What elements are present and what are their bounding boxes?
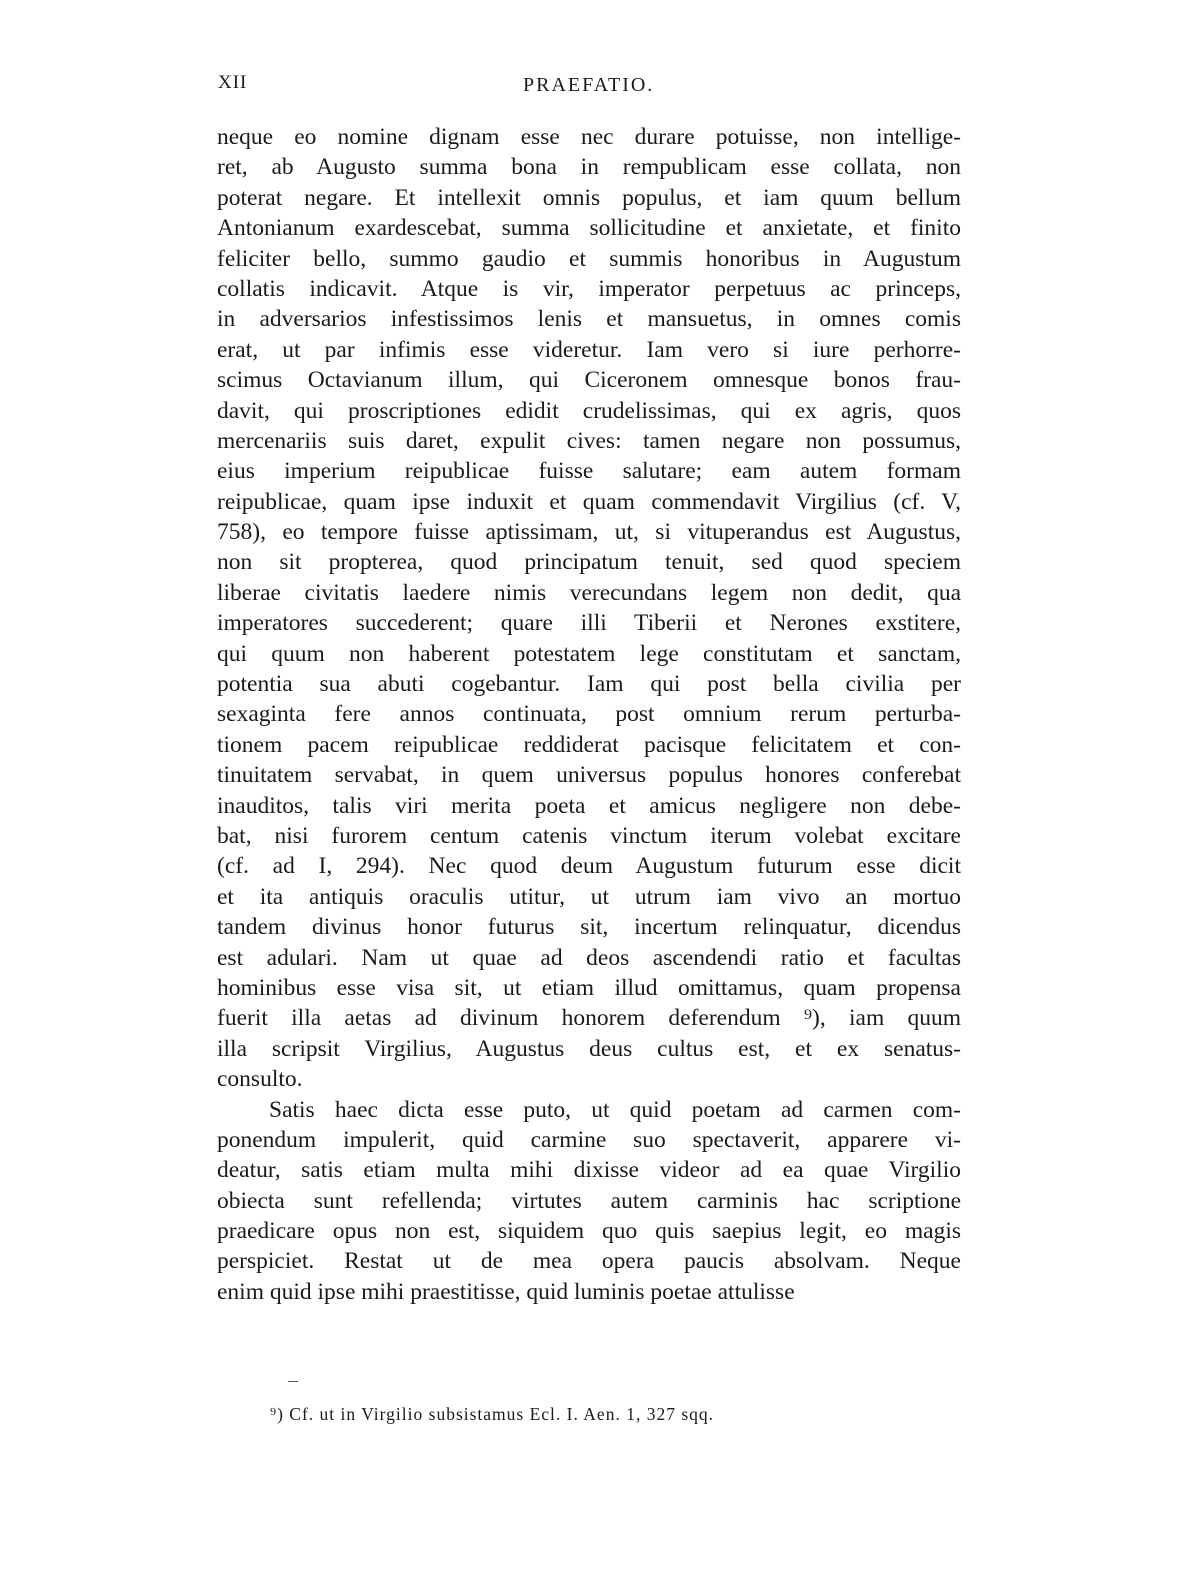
text-line: (cf. ad I, 294). Nec quod deum Augustum futurum esse dicit [217, 853, 961, 880]
text-line: illa scripsit Virgilius, Augustus deus cultus est, et ex senatus- [217, 1035, 961, 1062]
text-line: eius imperium reipublicae fuisse salutare; eam autem formam [217, 458, 961, 485]
text-line: et ita antiquis oraculis utitur, ut utrum iam vivo an mortuo [217, 883, 961, 910]
text-line: praedicare opus non est, siquidem quo quis saepius legit, eo magis [217, 1218, 961, 1245]
text-line: feliciter bello, summo gaudio et summis honoribus in Augustum [217, 245, 961, 272]
text-line: ret, ab Augusto summa bona in rempublicam esse collata, non [217, 154, 961, 181]
text-line: sexaginta fere annos continuata, post omnium rerum perturba- [217, 701, 961, 728]
text-line: obiecta sunt refellenda; virtutes autem carminis hac scriptione [217, 1187, 961, 1214]
footnote: ⁹) Cf. ut in Virgilio subsistamus Ecl. I. Aen. 1, 327 sqq. [270, 1404, 714, 1424]
text-line: 758), eo tempore fuisse aptissimam, ut, si vituperandus est Augustus, [217, 519, 961, 546]
text-line: imperatores succederent; quare illi Tiberii et Nerones exstitere, [217, 610, 961, 637]
text-line: Antonianum exardescebat, summa sollicitudine et anxietate, et finito [217, 215, 961, 242]
text-line: in adversarios infestissimos lenis et mansuetus, in omnes comis [217, 306, 961, 333]
text-line: Satis haec dicta esse puto, ut quid poetam ad carmen com- [269, 1096, 961, 1123]
text-line: inauditos, talis viri merita poeta et amicus negligere non debe- [217, 792, 961, 819]
footnote-divider [288, 1381, 298, 1382]
text-line: davit, qui proscriptiones edidit crudelissimas, qui ex agris, quos [217, 397, 961, 424]
text-line: fuerit illa aetas ad divinum honorem deferendum ⁹), iam quum [217, 1005, 961, 1032]
text-line: neque eo nomine dignam esse nec durare potuisse, non intellige- [217, 124, 961, 150]
body-text [217, 122, 961, 1307]
text-line: bat, nisi furorem centum catenis vinctum iterum volebat excitare [217, 822, 961, 849]
text-line: est adulari. Nam ut quae ad deos ascendendi ratio et facultas [217, 944, 961, 971]
text-line: consulto. [217, 1066, 303, 1093]
text-line: reipublicae, quam ipse induxit et quam commendavit Virgilius (cf. V, [217, 488, 961, 515]
paragraph-2 [217, 1095, 961, 1308]
text-line: mercenariis suis daret, expulit cives: tamen negare non possumus, [217, 427, 961, 454]
text-line: perspiciet. Restat ut de mea opera paucis absolvam. Neque [217, 1248, 961, 1275]
text-line: erat, ut par infimis esse videretur. Iam vero si iure perhorre- [217, 336, 961, 363]
text-line: potentia sua abuti cogebantur. Iam qui post bella civilia per [217, 671, 961, 698]
page-number: XII [218, 72, 248, 93]
text-line: collatis indicavit. Atque is vir, imperator perpetuus ac princeps, [217, 275, 961, 302]
text-line: non sit propterea, quod principatum tenuit, sed quod speciem [217, 549, 961, 576]
paragraph-1 [217, 122, 961, 1095]
text-line: qui quum non haberent potestatem lege constitutam et sanctam, [217, 640, 961, 667]
text-line: poterat negare. Et intellexit omnis populus, et iam quum bellum [217, 184, 961, 211]
running-head: PRAEFATIO. [523, 74, 655, 96]
text-line: deatur, satis etiam multa mihi dixisse videor ad ea quae Virgilio [217, 1157, 961, 1184]
text-line: enim quid ipse mihi praestitisse, quid luminis poetae attulisse [217, 1278, 795, 1305]
text-line: tinuitatem servabat, in quem universus populus honores conferebat [217, 762, 961, 789]
text-line: tionem pacem reipublicae reddiderat pacisque felicitatem et con- [217, 731, 961, 758]
text-line: liberae civitatis laedere nimis verecundans legem non dedit, qua [217, 579, 961, 606]
text-line: ponendum impulerit, quid carmine suo spectaverit, apparere vi- [217, 1126, 961, 1153]
text-line: hominibus esse visa sit, ut etiam illud omittamus, quam propensa [217, 974, 961, 1001]
text-line: scimus Octavianum illum, qui Ciceronem omnesque bonos frau- [217, 367, 961, 394]
text-line: tandem divinus honor futurus sit, incertum relinquatur, dicendus [217, 914, 961, 941]
